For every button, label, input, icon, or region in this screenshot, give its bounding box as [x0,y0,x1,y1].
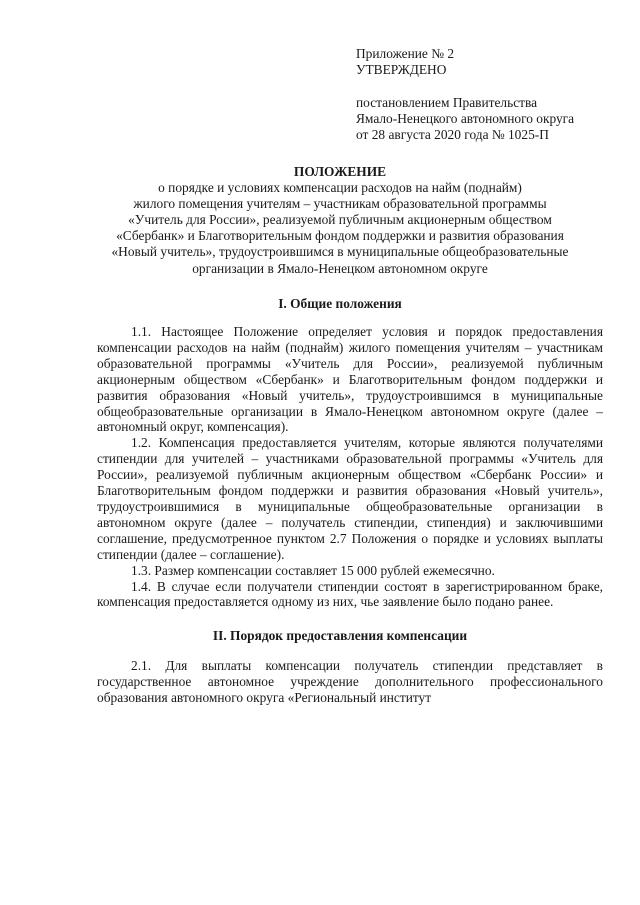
title-line-2: жилого помещения учителям – участникам образовательной программы [133,196,547,212]
paragraph-1-1: 1.1. Настоящее Положение определяет условия и порядок предоставления компенсации расходов на найм (поднайм) жилого помещения учителям – участникам образовательной программы «Учитель для России», реализуемой публичным акционерным обществом «Сбербанк» и Благотворительным фондом поддержки и развития образования «Новый учитель», трудоустроившимся в муниципальные общеобразовательные организации в Ямало-Ненецком автономном округе (далее – автономный округ, компенсация). [97,324,603,435]
section-2-heading: II. Порядок предоставления компенсации [212,628,468,643]
paragraph-1-2: 1.2. Компенсация предоставляется учителям, которые являются получателями стипендии для учителей – участниками образовательной программы «Учитель для России», реализуемой публичным акционерным обществом «Сбербанк России» и Благотворительным фондом поддержки и развития образования «Новый учитель», трудоустроившимися в муниципальные общеобразовательные организации в автономном округе (далее – получатель стипендии, стипендия) и заключившими соглашение, предусмотренное пунктом 2.7 Положения о порядке и условиях выплаты стипендии (далее – соглашение). [97,435,603,562]
approval-stamp-text: УТВЕРЖДЕНО [356,62,447,77]
section-1-body [97,324,603,610]
appendix-block [356,46,574,143]
appendix-number: Приложение № 2 [356,46,455,61]
title-line-5: «Новый учитель», трудоустроившимся в муниципальные общеобразовательные [111,244,569,260]
title-line-4: «Сбербанк» и Благотворительным фондом поддержки и развития образования [116,228,564,244]
document-title-block [70,164,610,277]
title-line-3: «Учитель для России», реализуемой публичным акционерным обществом [128,212,552,228]
title-line-1: о порядке и условиях компенсации расходов на найм (поднайм) [158,180,522,196]
section-2-body [97,658,603,706]
title-line-6: организации в Ямало-Ненецком автономном округе [192,260,488,276]
paragraph-1-3: 1.3. Размер компенсации составляет 15 000 рублей ежемесячно. [131,562,495,578]
decree-line-3: от 28 августа 2020 года № 1025-П [356,127,549,142]
decree-line-1: постановлением Правительства [356,95,538,110]
document-title: ПОЛОЖЕНИЕ [293,164,387,179]
paragraph-1-4: 1.4. В случае если получатели стипендии состоят в зарегистрированном браке, компенсация предоставляется одному из них, чье заявление было подано ранее. [97,578,603,610]
paragraph-2-1: 2.1. Для выплаты компенсации получатель стипендии представляет в государственное автономное учреждение дополнительного профессионального образования автономного округа «Региональный институт [97,658,603,705]
decree-line-2: Ямало-Ненецкого автономного округа [356,111,575,126]
section-1-heading: I. Общие положения [278,296,402,311]
